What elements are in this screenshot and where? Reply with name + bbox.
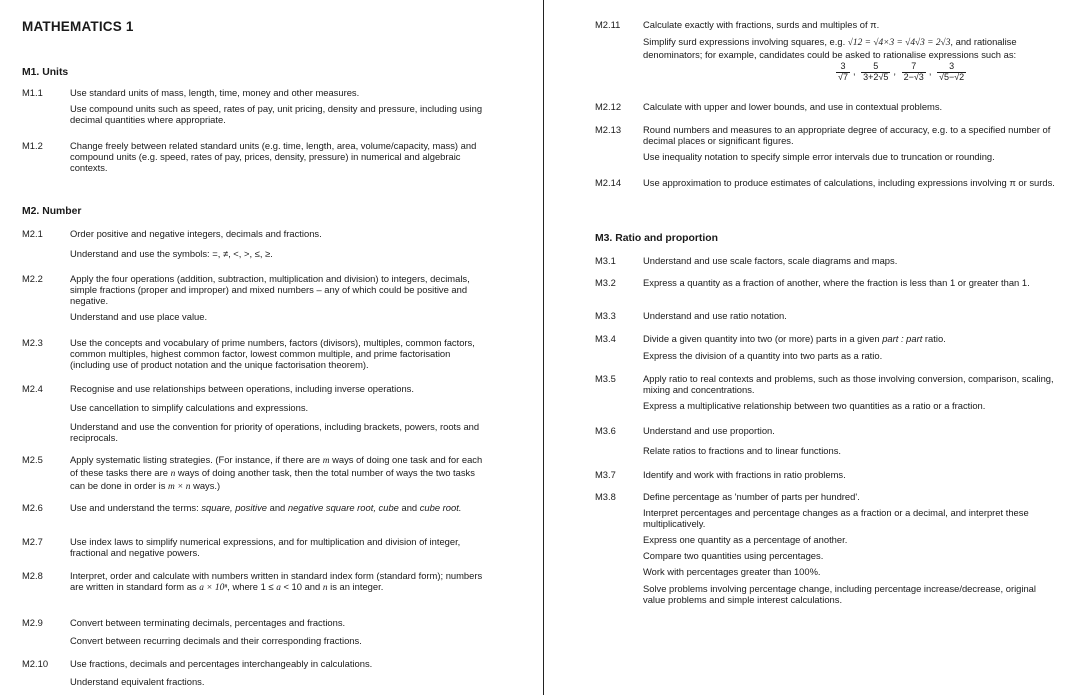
objective-m3-2 [595, 277, 1055, 293]
objective-text: Express a multiplicative relationship between two quantities as a ratio or a fraction. [643, 400, 986, 412]
section-heading-m2: M2. Number [22, 206, 82, 217]
objective-text: Understand and use the convention for priority of operations, including brackets, powers, roots and reciprocals. [70, 421, 480, 444]
section-heading-m3: M3. Ratio and proportion [595, 233, 718, 244]
objective-code: M2.14 [595, 177, 622, 188]
objective-m2-12 [595, 101, 1055, 117]
objective-text: Interpret percentages and percentage changes as a fraction or a decimal, and interpret these multiplicatively. [643, 507, 1029, 530]
objective-text: Express one quantity as a percentage of another. [643, 534, 848, 546]
objective-text: Order positive and negative integers, decimals and fractions. [70, 228, 322, 239]
objective-text: Understand and use ratio notation. [643, 310, 787, 321]
objective-text: Work with percentages greater than 100%. [643, 566, 821, 578]
objective-text: Divide a given quantity into two (or more) parts in a given part : part ratio. [643, 333, 946, 344]
objective-code: M2.5 [22, 454, 43, 465]
objective-m2-9 [22, 617, 492, 651]
objective-m3-3 [595, 310, 1055, 326]
objective-text: Apply ratio to real contexts and problems, such as those involving conversion, comparison, scaling, mixing and concentrations. [643, 373, 1054, 396]
objective-text: Understand and use proportion. [643, 425, 775, 436]
objective-text: Use cancellation to simplify calculations and expressions. [70, 402, 309, 414]
objective-text: Convert between terminating decimals, percentages and fractions. [70, 617, 346, 628]
objective-m3-1 [595, 255, 1055, 271]
objective-text: Round numbers and measures to an appropriate degree of accuracy, e.g. to a specified number of decimal places or significant figures. [643, 124, 1051, 147]
fraction: $\frac{5}{3+2√5}$ [863, 61, 889, 82]
objective-code: M3.6 [595, 425, 616, 436]
objective-code: M3.7 [595, 469, 616, 480]
objective-text: Define percentage as 'number of parts per hundred'. [643, 491, 860, 502]
objective-m2-6 [22, 502, 492, 518]
objective-code: M2.10 [22, 658, 49, 669]
objective-code: M2.11 [595, 19, 621, 30]
objective-m2-4 [22, 383, 492, 448]
objective-text: Use approximation to produce estimates of calculations, including expressions involving π or surds. [643, 177, 1055, 188]
objective-code: M3.3 [595, 310, 616, 321]
objective-text: Apply systematic listing strategies. (For instance, if there are m ways of doing one task and for each of these tasks there are n ways of doing another task, then the total number of ways the two tasks can be done in order is m × n ways.) [70, 454, 483, 493]
objective-code: M2.13 [595, 124, 622, 135]
objective-m2-3 [22, 337, 492, 375]
objective-text: Compare two quantities using percentages. [643, 550, 824, 562]
objective-code: M3.4 [595, 333, 616, 344]
objective-m2-13 [595, 124, 1055, 167]
objective-m3-5 [595, 373, 1055, 416]
objective-code: M2.3 [22, 337, 43, 348]
objective-m2-8 [22, 570, 492, 599]
objective-m2-7 [22, 536, 492, 563]
objective-text: Solve problems involving percentage change, including percentage increase/decrease, original value problems and simple interest calculations. [643, 582, 1036, 605]
fraction: $\frac{3}{√7}$ [838, 61, 848, 82]
objective-text: Calculate with upper and lower bounds, and use in contextual problems. [643, 101, 943, 112]
objective-code: M3.1 [595, 255, 616, 266]
objective-text: Use index laws to simplify numerical expressions, and for multiplication and division of integer, fractional and negative powers. [70, 536, 461, 559]
fraction: $\frac{3}{√5-√2}$ [939, 61, 965, 82]
objective-text: Simplify surd expressions involving squares, e.g. √12 = √4×3 = √4√3 = 2√3, and rationalise denominators; for example, candidates could be asked to rationalise expressions such as: [643, 36, 1017, 61]
objective-text: Use inequality notation to specify simple error intervals due to truncation or rounding. [643, 151, 995, 163]
objective-m2-1 [22, 228, 492, 264]
objective-m3-6 [595, 425, 1055, 461]
objective-text: Interpret, order and calculate with numbers written in standard index form (standard form); numbers are written in standard form as a × 10ⁿ, where 1 ≤ a < 10 and n is an integer. [70, 570, 483, 594]
objective-m2-11 [595, 19, 1055, 82]
objective-code: M3.2 [595, 277, 616, 288]
document-title: MATHEMATICS 1 [22, 19, 134, 34]
objective-m3-8 [595, 491, 1055, 610]
objective-text: Convert between recurring decimals and their corresponding fractions. [70, 635, 362, 647]
objective-text: Recognise and use relationships between operations, including inverse operations. [70, 383, 414, 394]
objective-text: Identify and work with fractions in ratio problems. [643, 469, 846, 480]
objective-text: Relate ratios to fractions and to linear functions. [643, 445, 842, 457]
objective-text: Understand and use scale factors, scale diagrams and maps. [643, 255, 898, 266]
objective-code: M2.8 [22, 570, 43, 581]
objective-text: Understand and use the symbols: =, ≠, <, >, ≤, ≥. [70, 248, 273, 260]
objective-m2-5 [22, 454, 492, 498]
objective-m3-4 [595, 333, 1055, 366]
section-heading-m1: M1. Units [22, 67, 69, 78]
objective-text: Change freely between related standard units (e.g. time, length, area, volume/capacity, mass) and compound units (e.g. speed, rates of pay, prices, density, pressure) in numerical and algebraic contexts. [70, 140, 477, 174]
objective-m1-1 [22, 87, 492, 130]
objective-text: Use and understand the terms: square, positive and negative square root, cube and cube root. [70, 502, 462, 513]
objective-text: Use fractions, decimals and percentages interchangeably in calculations. [70, 658, 373, 669]
objective-code: M2.6 [22, 502, 43, 513]
objective-text: Express a quantity as a fraction of another, where the fraction is less than 1 or greater than 1. [643, 277, 1030, 288]
objective-code: M2.2 [22, 273, 43, 284]
objective-m2-2 [22, 273, 492, 327]
rationalise-fractions: $\frac{3}{√7}$ , $\frac{5}{3+2√5}$ , $\frac{7}{2-√3}$ , $\frac{3}{√5-√2}$ [838, 61, 965, 82]
objective-m2-14 [595, 177, 1055, 193]
column-divider [543, 0, 544, 695]
objective-code: M2.4 [22, 383, 43, 394]
objective-text: Express the division of a quantity into two parts as a ratio. [643, 350, 883, 362]
objective-code: M1.2 [22, 140, 43, 151]
fraction: $\frac{7}{2-√3}$ [903, 61, 924, 82]
surd-expression: √12 = √4×3 = √4√3 = 2√3 [847, 38, 951, 49]
objective-text: Use the concepts and vocabulary of prime numbers, factors (divisors), multiples, common factors, common multiples, highest common factor, lowest common multiple, and prime factorisation (including use of product notation and the unique factorisation theorem). [70, 337, 475, 371]
objective-code: M2.7 [22, 536, 43, 547]
objective-code: M2.9 [22, 617, 43, 628]
objective-text: Use standard units of mass, length, time, money and other measures. [70, 87, 360, 98]
objective-code: M3.5 [595, 373, 616, 384]
objective-code: M3.8 [595, 491, 616, 502]
objective-text: Apply the four operations (addition, subtraction, multiplication and division) to integers, decimals, simple fractions (proper and improper) and mixed numbers – any of which could be positive and negative. [70, 273, 470, 307]
objective-text: Understand and use place value. [70, 311, 208, 323]
objective-m3-7 [595, 469, 1055, 485]
objective-code: M2.12 [595, 101, 622, 112]
objective-text: Use compound units such as speed, rates of pay, unit pricing, density and pressure, including using decimal quantities where appropriate. [70, 103, 483, 126]
objective-m1-2 [22, 140, 492, 178]
objective-text: Understand equivalent fractions. [70, 676, 205, 688]
objective-code: M1.1 [22, 87, 43, 98]
objective-code: M2.1 [22, 228, 43, 239]
objective-text: Calculate exactly with fractions, surds and multiples of π. [643, 19, 880, 30]
objective-m2-10 [22, 658, 492, 692]
